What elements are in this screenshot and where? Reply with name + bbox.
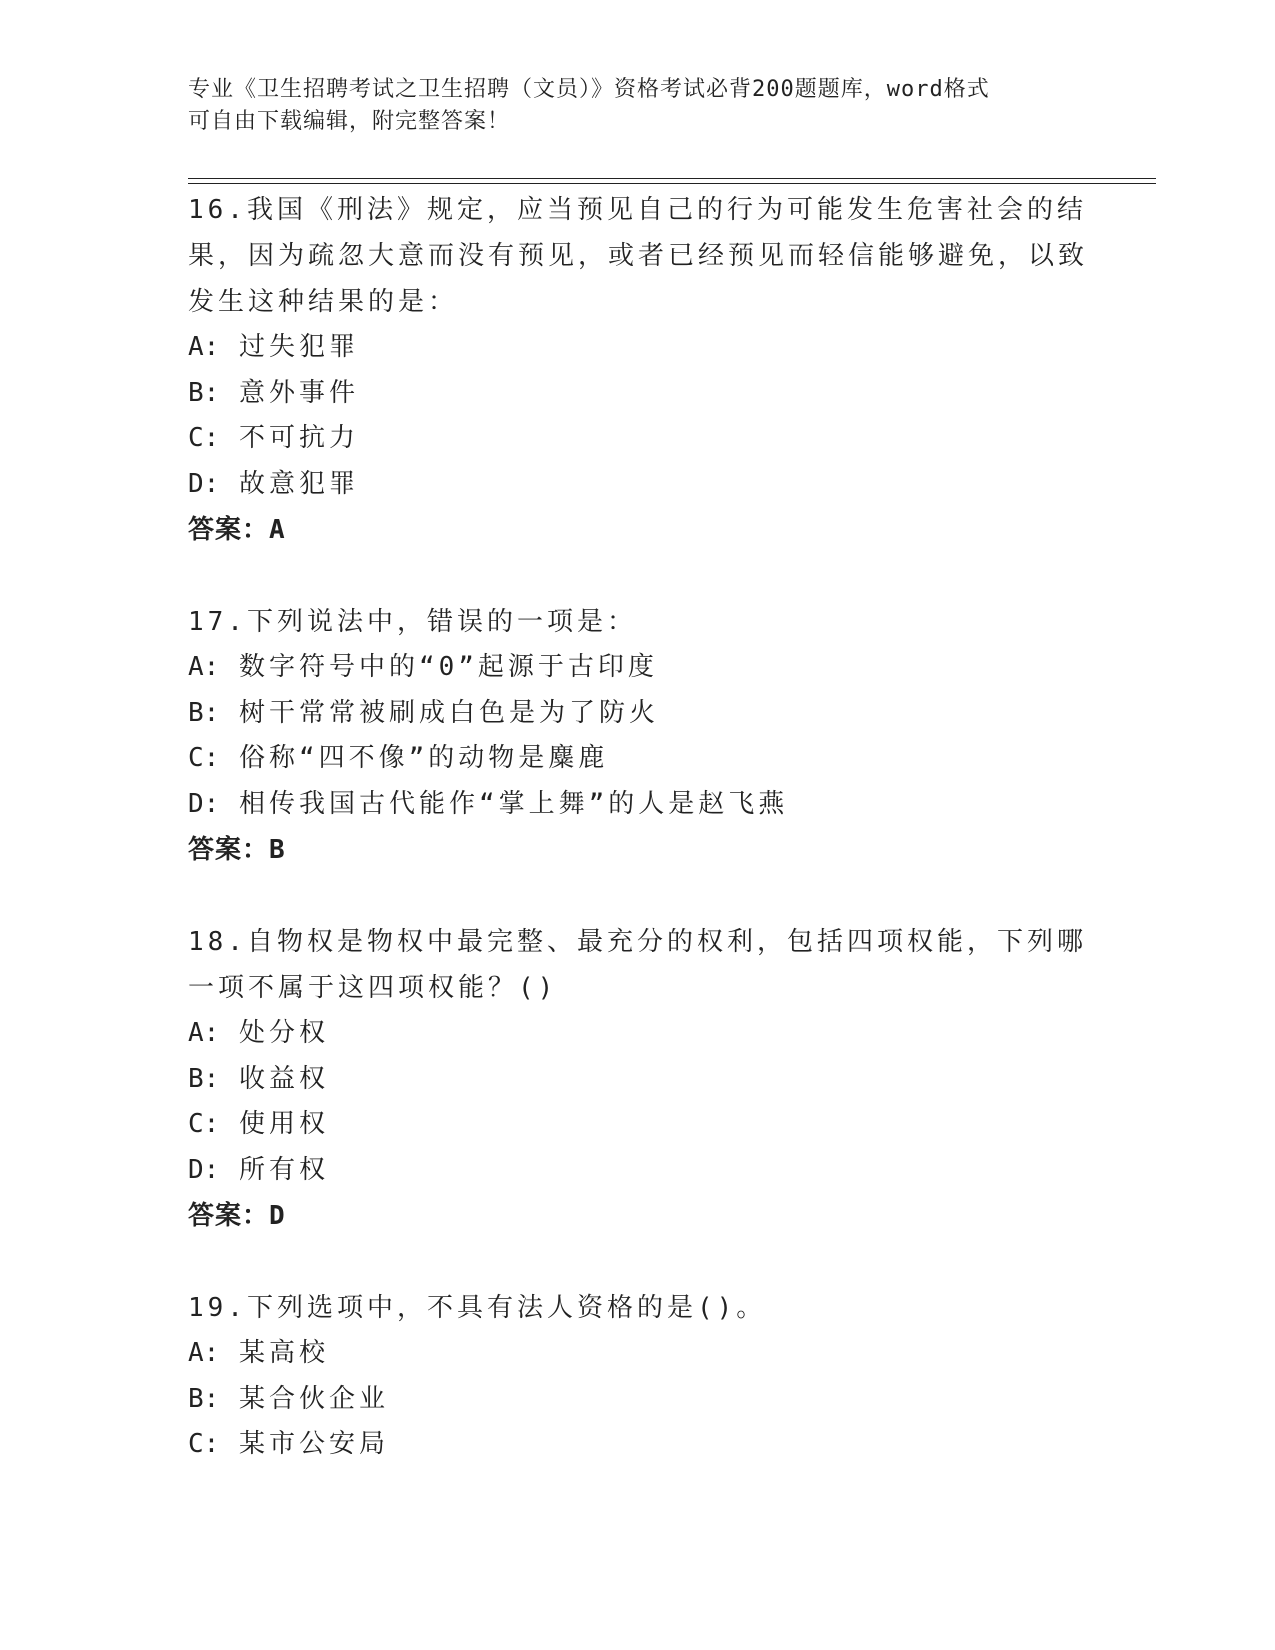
option-text: 过失犯罪	[238, 332, 359, 362]
option-b	[188, 371, 1088, 417]
option-key: C:	[188, 743, 220, 773]
option-key: C:	[188, 1429, 220, 1459]
option-c	[188, 1422, 1088, 1468]
option-key: C:	[188, 1109, 220, 1139]
option-a	[188, 1011, 1088, 1057]
option-key: A:	[188, 1338, 220, 1368]
option-b	[188, 1377, 1088, 1423]
option-b	[188, 1057, 1088, 1103]
option-text: 故意犯罪	[238, 468, 359, 499]
option-key: B:	[188, 377, 220, 408]
option-key: A:	[188, 332, 220, 362]
option-c	[188, 1102, 1088, 1148]
option-key: B:	[188, 697, 220, 728]
option-key: A:	[188, 1018, 220, 1048]
question-19	[188, 1285, 1088, 1468]
answer-line: 答案：D	[188, 1201, 286, 1231]
answer-line: 答案：A	[188, 515, 286, 545]
option-text: 所有权	[238, 1154, 329, 1185]
option-b	[188, 691, 1088, 737]
option-c	[188, 736, 1088, 782]
answer-line: 答案：B	[188, 835, 286, 865]
option-text: 某市公安局	[238, 1429, 389, 1459]
question-stem: 19.下列选项中，不具有法人资格的是()。	[188, 1293, 767, 1323]
option-d	[188, 462, 1088, 508]
document-header	[188, 74, 1088, 138]
option-text: 意外事件	[238, 377, 359, 408]
question-stem: 18.自物权是物权中最完整、最充分的权利，包括四项权能，下列哪一项不属于这四项权能？()	[188, 927, 1087, 1003]
question-list	[188, 187, 1088, 1468]
option-a	[188, 1331, 1088, 1377]
option-text: 树干常常被刷成白色是为了防火	[238, 697, 659, 728]
option-d	[188, 1148, 1088, 1194]
option-a	[188, 645, 1088, 691]
option-text: 处分权	[238, 1018, 329, 1048]
option-key: D:	[188, 788, 220, 819]
option-d	[188, 782, 1088, 828]
header-line-2: 可自由下载编辑，附完整答案！	[188, 109, 511, 134]
question-18	[188, 919, 1088, 1239]
option-text: 数字符号中的“0”起源于古印度	[238, 652, 658, 682]
option-key: A:	[188, 652, 220, 682]
option-key: D:	[188, 468, 220, 499]
option-key: B:	[188, 1383, 220, 1414]
question-17	[188, 599, 1088, 873]
header-line-1: 专业《卫生招聘考试之卫生招聘（文员）》资格考试必背200题题库，word格式	[188, 77, 990, 102]
option-text: 相传我国古代能作“掌上舞”的人是赵飞燕	[238, 788, 789, 819]
option-key: B:	[188, 1063, 220, 1094]
header-divider-bottom	[188, 183, 1156, 184]
option-key: D:	[188, 1154, 220, 1185]
question-16	[188, 187, 1088, 553]
option-c	[188, 416, 1088, 462]
question-stem: 16.我国《刑法》规定，应当预见自己的行为可能发生危害社会的结果，因为疏忽大意而没有预见，或者已经预见而轻信能够避免，以致发生这种结果的是：	[188, 195, 1089, 317]
option-text: 收益权	[238, 1063, 329, 1094]
option-key: C:	[188, 423, 220, 453]
option-text: 使用权	[238, 1109, 329, 1139]
question-stem: 17.下列说法中，错误的一项是：	[188, 607, 637, 637]
option-text: 某高校	[238, 1338, 329, 1368]
header-divider-top	[188, 178, 1156, 179]
option-a	[188, 325, 1088, 371]
option-text: 俗称“四不像”的动物是麋鹿	[238, 743, 609, 773]
option-text: 不可抗力	[238, 423, 359, 453]
option-text: 某合伙企业	[238, 1383, 389, 1414]
